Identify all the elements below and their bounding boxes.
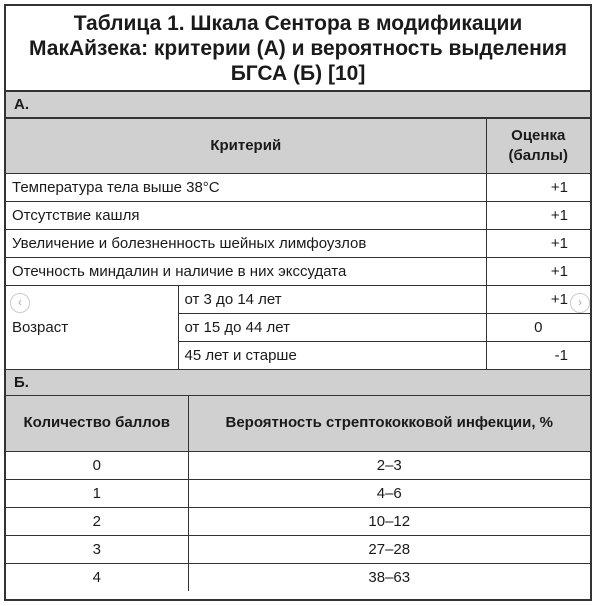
table-row bbox=[6, 479, 590, 507]
criterion-cell: Отсутствие кашля bbox=[6, 202, 486, 230]
section-a-label: А. bbox=[6, 92, 590, 118]
criterion-cell: Температура тела выше 38°С bbox=[6, 174, 486, 202]
table-row bbox=[6, 451, 590, 479]
probability-header: Вероятность стрептококковой инфекции, % bbox=[188, 396, 590, 451]
age-range-cell: от 15 до 44 лет bbox=[178, 314, 486, 342]
section-b-label: Б. bbox=[6, 370, 590, 396]
table-row bbox=[6, 286, 590, 314]
count-cell: 0 bbox=[6, 451, 188, 479]
probability-cell: 4–6 bbox=[188, 479, 590, 507]
probability-table bbox=[6, 396, 590, 591]
count-cell: 3 bbox=[6, 535, 188, 563]
probability-cell: 38–63 bbox=[188, 563, 590, 591]
count-cell: 2 bbox=[6, 507, 188, 535]
count-cell: 1 bbox=[6, 479, 188, 507]
criterion-cell: Увеличение и болезненность шейных лимфоузлов bbox=[6, 230, 486, 258]
table-row bbox=[6, 174, 590, 202]
score-cell: +1 bbox=[486, 286, 590, 314]
probability-cell: 10–12 bbox=[188, 507, 590, 535]
criterion-header: Критерий bbox=[6, 119, 486, 174]
table-row bbox=[6, 202, 590, 230]
count-cell: 4 bbox=[6, 563, 188, 591]
table-row bbox=[6, 230, 590, 258]
score-header: Оценка (баллы) bbox=[486, 119, 590, 174]
probability-header-row bbox=[6, 396, 590, 451]
chevron-left-icon[interactable]: ‹ bbox=[10, 293, 30, 313]
criterion-cell: Отечность миндалин и наличие в них экссудата bbox=[6, 258, 486, 286]
table-figure bbox=[4, 4, 592, 601]
table-row bbox=[6, 563, 590, 591]
chevron-right-icon[interactable]: › bbox=[570, 293, 590, 313]
table-title: Таблица 1. Шкала Сентора в модификации МакАйзека: критерии (А) и вероятность выделения БГСА (Б) [10] bbox=[6, 6, 590, 92]
table-row bbox=[6, 535, 590, 563]
age-label-cell: Возраст bbox=[6, 286, 178, 370]
age-range-cell: от 3 до 14 лет bbox=[178, 286, 486, 314]
count-header: Количество баллов bbox=[6, 396, 188, 451]
probability-cell: 27–28 bbox=[188, 535, 590, 563]
probability-cell: 2–3 bbox=[188, 451, 590, 479]
score-cell: +1 bbox=[486, 202, 590, 230]
criteria-header-row bbox=[6, 119, 590, 174]
table-row bbox=[6, 258, 590, 286]
score-cell: +1 bbox=[486, 174, 590, 202]
age-range-cell: 45 лет и старше bbox=[178, 342, 486, 370]
score-cell: 0 bbox=[486, 314, 590, 342]
criteria-table bbox=[6, 118, 590, 370]
score-cell: +1 bbox=[486, 230, 590, 258]
score-cell: +1 bbox=[486, 258, 590, 286]
score-cell: -1 bbox=[486, 342, 590, 370]
table-row bbox=[6, 507, 590, 535]
